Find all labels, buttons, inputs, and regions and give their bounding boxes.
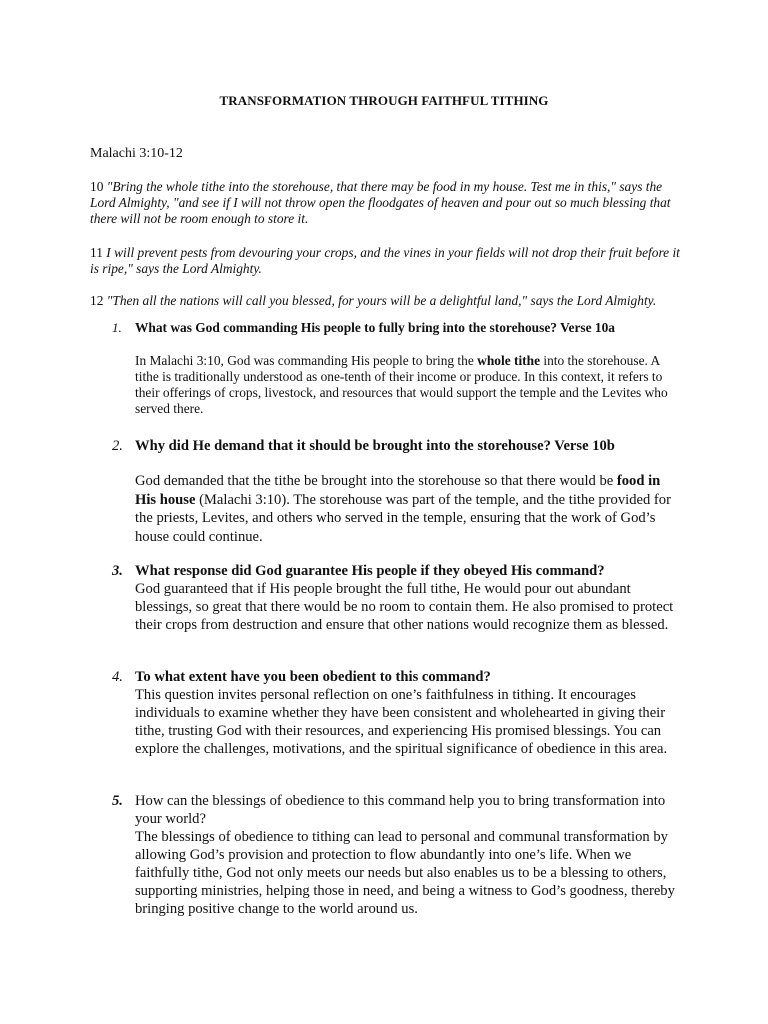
verse-text: "Then all the nations will call you blessed, for yours will be a delightful land," says the Lord Almighty. [106, 293, 657, 308]
answer-emphasis: food in His house [135, 473, 661, 508]
answer-text: This question invites personal reflection on one’s faithfulness in tithing. It encourages individuals to examine whether they have been consistent and wholehearted in giving their tithe, trusting God with their resources, and experiencing His promised blessings. You can explore the challenges, motivations, and the spiritual significance of obedience in this area. [135, 687, 668, 757]
question-text: What response did God guarantee His people if they obeyed His command? [135, 563, 605, 579]
document-title: TRANSFORMATION THROUGH FAITHFUL TITHING [219, 93, 549, 108]
question-number: 5. [112, 793, 123, 809]
answer-text: The blessings of obedience to tithing can lead to personal and communal transformation by allowing God’s provision and protection to flow abundantly into one’s life. When we faithfully tithe, God not only meets our needs but also enables us to be a blessing to others, supporting ministries, helping those in need, and being a witness to God’s goodness, thereby bringing positive change to the world around us. [135, 829, 675, 917]
question-text: To what extent have you been obedient to this command? [135, 669, 491, 685]
question-number: 2. [112, 438, 123, 454]
verse-text: I will prevent pests from devouring your crops, and the vines in your fields will not drop their fruit before it is ripe," says the Lord Almighty. [90, 245, 680, 276]
answer-text: In Malachi 3:10, God was commanding His people to bring the whole tithe into the storehouse. A tithe is traditionally understood as one-tenth of their income or produce. In this context, it refers to their offerings of crops, livestock, and resources that would support the temple and the Levites who served there. [135, 353, 668, 416]
verse-number: 12 [90, 293, 104, 308]
verse-10 [90, 179, 680, 227]
verse-11 [90, 245, 680, 277]
question-text: What was God commanding His people to fully bring into the storehouse? Verse 10a [135, 320, 615, 335]
question-text: How can the blessings of obedience to this command help you to bring transformation into your world? [135, 793, 666, 827]
verse-number: 11 [90, 245, 103, 260]
question-number: 3. [112, 563, 123, 579]
answer-emphasis: whole tithe [477, 353, 541, 368]
question-text: Why did He demand that it should be brought into the storehouse? Verse 10b [135, 438, 615, 454]
answer-text: God guaranteed that if His people brought the full tithe, He would pour out abundant blessings, so great that there would be no room to contain them. He also promised to protect their crops from destruction and ensure that other nations would recognize them as blessed. [135, 581, 674, 633]
verse-12 [90, 293, 680, 309]
scripture-reference: Malachi 3:10-12 [90, 146, 183, 161]
verse-number: 10 [90, 179, 104, 194]
verse-text: "Bring the whole tithe into the storehouse, that there may be food in my house. Test me in this," says the Lord Almighty, "and see if I will not throw open the floodgates of heaven and pour out so much blessing that there will not be room enough to store it. [90, 179, 671, 226]
question-number: 4. [112, 669, 123, 685]
answer-text: God demanded that the tithe be brought into the storehouse so that there would be food in His house (Malachi 3:10). The storehouse was part of the temple, and the tithe provided for the priests, Levites, and others who served in the temple, ensuring that the work of God’s house could continue. [135, 473, 671, 545]
question-number: 1. [112, 320, 122, 335]
